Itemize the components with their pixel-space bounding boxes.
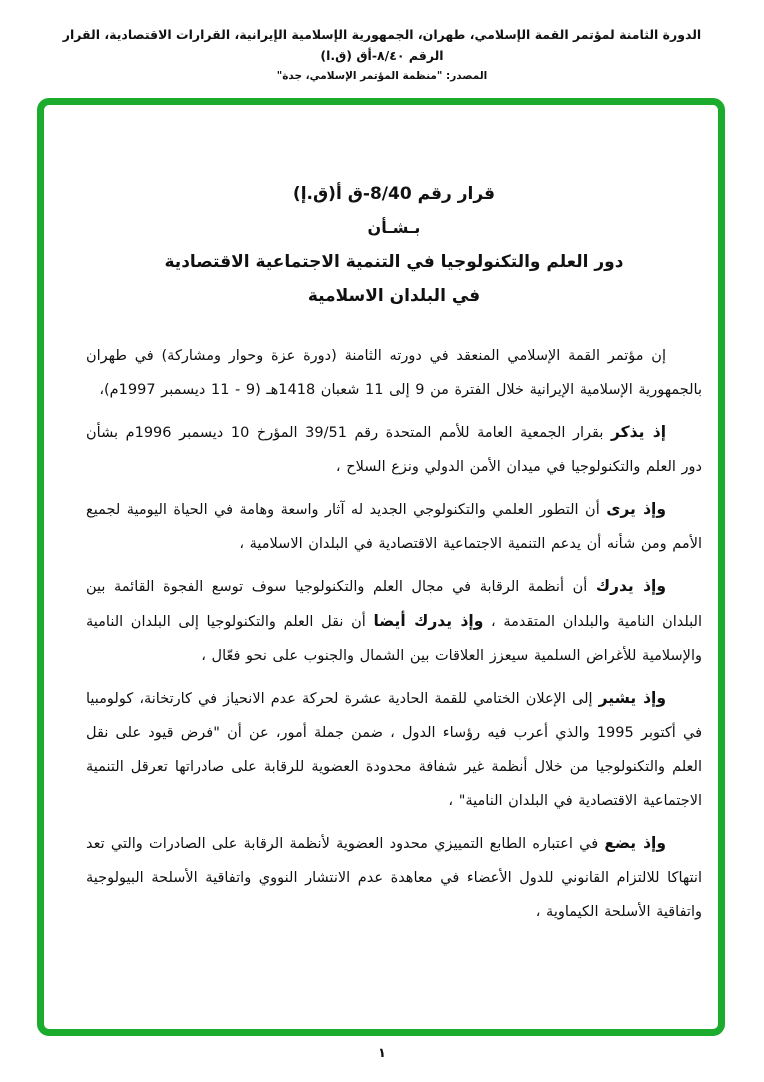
green-border-frame [37,98,725,1036]
page-number: ١ [378,1046,386,1061]
paragraph [86,492,702,561]
paragraph [86,415,702,484]
title-subject-line-1: دور العلم والتكنولوجيا في التنمية الاجتماعية الاقتصادية [164,252,624,272]
paragraph-lead-phrase: وإذ يدرك أيضا [373,612,484,630]
paragraph-text: إلى الإعلان الختامي للقمة الحادية عشرة لحركة عدم الانحياز في كارتخانة، كولومبيا في أكتوبر 1995 والذي أعرب فيه رؤساء الدول ، ضمن جملة أمور، عن أن "فرض قيود على نقل العلم والتكنولوجيا من خلال أنظمة غير شفافة محدودة العضوية للرقابة على صادراتها تعرقل التنمية الاجتماعية الاقتصادية في البلدان النامية" ، [86,691,702,809]
resolution-body [86,339,702,929]
paragraph-text: بقرار الجمعية العامة للأمم المتحدة رقم 39/51 المؤرخ 10 ديسمبر 1996م بشأن دور العلم والتكنولوجيا في ميدان الأمن الدولي ونزع السلاح ، [86,425,702,475]
paragraph-text: إن مؤتمر القمة الإسلامي المنعقد في دورته الثامنة (دورة عزة وحوار ومشاركة) في طهران بالجمهورية الإسلامية الإيرانية خلال الفترة من 9 إلى 11 شعبان 1418هـ (9 - 11 ديسمبر 1997م)، [86,348,702,398]
paragraph-lead-phrase: وإذ يرى [606,500,667,518]
resolution-title-block [86,177,702,313]
header-session-line: الدورة الثامنة لمؤتمر القمة الإسلامي، طهران، الجمهورية الإسلامية الإيرانية، القرارات الاقتصادية، القرار الرقم ٨/٤٠-أق (ق.ا) [62,27,702,64]
paragraph-lead-phrase: إذ يذكر [610,423,667,441]
paragraph-text: أن أنظمة الرقابة في مجال العلم والتكنولوجيا سوف توسع الفجوة القائمة بين البلدان النامية والبلدان المتقدمة ، [86,579,702,630]
header-source-line: المصدر: "منظمة المؤتمر الإسلامي، جدة" [276,69,488,82]
paragraph-text: أن التطور العلمي والتكنولوجي الجديد له آثار واسعة وهامة في الحياة اليومية لجميع الأمم ومن شأنه أن يدعم التنمية الاجتماعية الاقتصادية في البلدان الاسلامية ، [86,502,702,552]
paragraph-lead-phrase: وإذ يدرك [595,577,666,595]
paragraph-lead-phrase: وإذ يضع [604,834,666,852]
paragraph-lead-phrase: وإذ يشير [598,689,666,707]
paragraph-text: في اعتباره الطابع التمييزي محدود العضوية لأنظمة الرقابة على الصادرات والتي تعد انتهاكا للالتزام القانوني للدول الأعضاء في معاهدة عدم الانتشار النووي واتفاقية الأسلحة البيولوجية واتفاقية الأسلحة الكيماوية ، [86,836,702,920]
document-header [0,24,764,82]
paragraph [86,569,702,673]
paragraph [86,681,702,818]
title-resolution-number: قرار رقم 8/40-ق أ(ق.إ) [292,184,496,204]
paragraph [86,826,702,929]
paragraph-text: أن نقل العلم والتكنولوجيا إلى البلدان النامية والإسلامية للأغراض السلمية سيعزز العلاقات بين الشمال والجنوب على نحو فعّال ، [86,614,702,664]
paragraph [86,339,702,407]
title-regarding: بـشـأن [367,218,421,237]
title-subject-line-2: في البلدان الاسلامية [307,286,481,306]
